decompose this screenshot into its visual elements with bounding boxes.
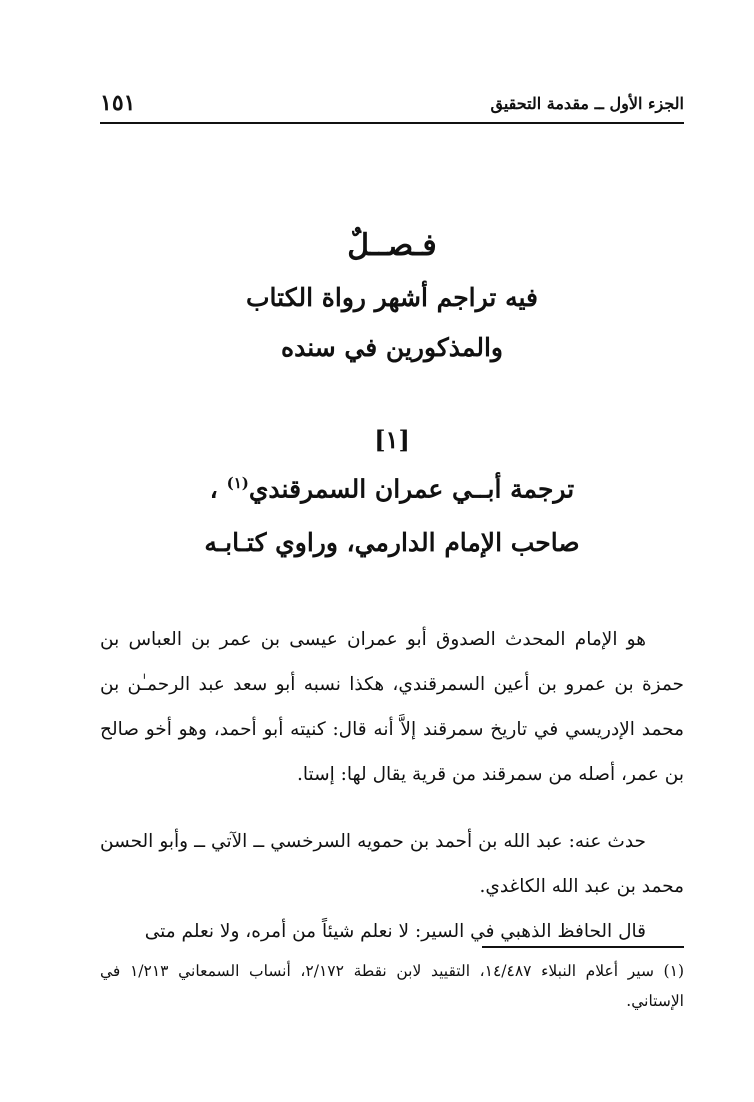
entry-title-text: ترجمة أبــي عمران السمرقندي <box>248 474 575 504</box>
entry-title-comma: ، <box>209 474 218 504</box>
paragraph: حدث عنه: عبد الله بن أحمد بن حمويه السرخسي ــ الآتي ــ وأبو الحسن محمد بن عبد الله الكاغدي. <box>100 830 684 897</box>
running-title: الجزء الأول ــ مقدمة التحقيق <box>490 93 684 113</box>
entry-number: [١] <box>374 425 410 454</box>
footnote-rule <box>482 946 684 948</box>
paragraph: قال الحافظ الذهبي في السير: لا نعلم شيئاً من أمره، ولا نعلم متى <box>144 920 646 942</box>
section-title-line2: والمذكورين في سنده <box>281 333 503 362</box>
header-rule <box>100 122 684 124</box>
section-title-line1: فيه تراجم أشهر رواة الكتاب <box>246 283 538 312</box>
page-number: ١٥١ <box>100 90 136 116</box>
entry-title-line2: صاحب الإمام الدارمي، وراوي كتـابـه <box>204 528 580 557</box>
section-label: فـصــلٌ <box>347 228 437 263</box>
entry-title-line1 <box>100 474 684 503</box>
paragraph: هو الإمام المحدث الصدوق أبو عمران عيسى بن عمر بن العباس بن حمزة بن عمرو بن أعين السمرقندي، هكذا نسبه أبو سعد عبد الرحمـٰن بن محمد الإدريسي في تاريخ سمرقند إلاَّ أنه قال: كنيته أبو أحمد، وهو أخو صالح بن عمر، أصله من سمرقند من قرية يقال لها: إستا. <box>100 628 684 785</box>
page-header <box>100 86 684 120</box>
footnote: (١) سير أعلام النبلاء ١٤/٤٨٧، التقييد لابن نقطة ٢/١٧٢، أنساب السمعاني ١/٢١٣ في الإستاني. <box>100 962 684 1010</box>
footnote-ref[interactable]: (١) <box>226 474 249 492</box>
